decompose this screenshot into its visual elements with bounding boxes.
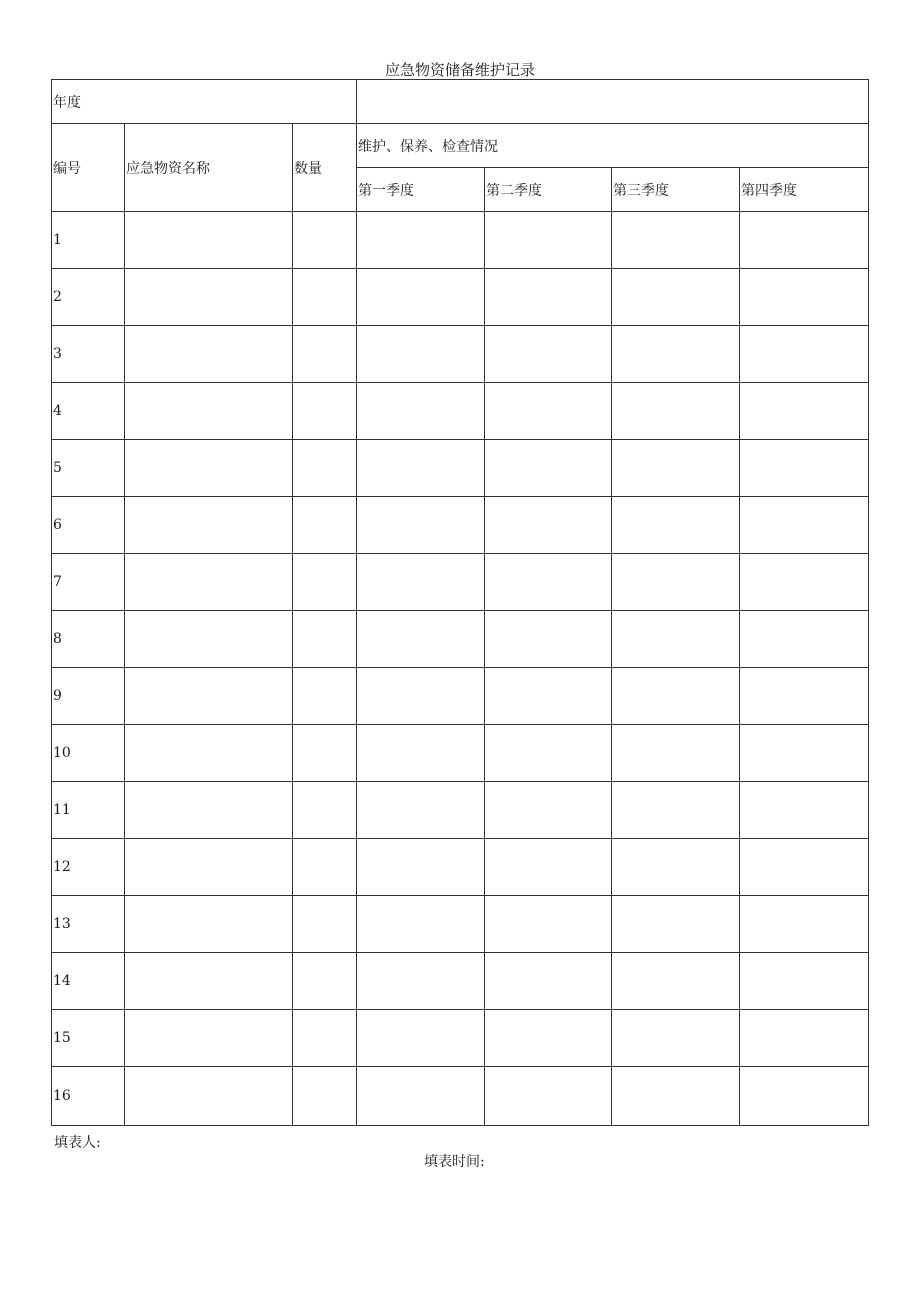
- row-number-cell: 1: [52, 212, 125, 269]
- row-number-cell: 5: [52, 440, 125, 497]
- year-label-cell: 年度: [52, 80, 357, 124]
- quarter-4-cell[interactable]: [740, 269, 869, 326]
- quarter-1-cell[interactable]: [357, 212, 485, 269]
- row-number-cell: 13: [52, 896, 125, 953]
- material-name-cell[interactable]: [125, 1067, 293, 1126]
- quarter-1-cell[interactable]: [357, 782, 485, 839]
- quarter-3-cell[interactable]: [612, 611, 740, 668]
- table-row: [52, 896, 869, 953]
- quarter-3-cell[interactable]: [612, 440, 740, 497]
- quarter-3-cell[interactable]: [612, 782, 740, 839]
- quantity-cell[interactable]: [293, 269, 357, 326]
- material-name-cell[interactable]: [125, 1010, 293, 1067]
- header-quantity: 数量: [293, 124, 357, 212]
- quarter-3-cell[interactable]: [612, 497, 740, 554]
- material-name-cell[interactable]: [125, 725, 293, 782]
- quarter-4-cell[interactable]: [740, 554, 869, 611]
- material-name-cell[interactable]: [125, 611, 293, 668]
- quantity-cell[interactable]: [293, 668, 357, 725]
- quarter-2-cell[interactable]: [485, 383, 612, 440]
- material-name-cell[interactable]: [125, 212, 293, 269]
- quantity-cell[interactable]: [293, 554, 357, 611]
- quarter-3-cell[interactable]: [612, 839, 740, 896]
- table-row: [52, 611, 869, 668]
- quarter-3-cell[interactable]: [612, 1067, 740, 1126]
- quarter-1-cell[interactable]: [357, 497, 485, 554]
- header-quarter-4: 第四季度: [740, 168, 869, 212]
- table-row: [52, 1010, 869, 1067]
- fill-time-label: 填表时间:: [424, 1154, 485, 1170]
- table-row: [52, 440, 869, 497]
- row-number-cell: 10: [52, 725, 125, 782]
- quarter-4-cell[interactable]: [740, 953, 869, 1010]
- quantity-cell[interactable]: [293, 839, 357, 896]
- header-quarter-2: 第二季度: [485, 168, 612, 212]
- table-row: [52, 554, 869, 611]
- quarter-2-cell[interactable]: [485, 326, 612, 383]
- quarter-4-cell[interactable]: [740, 1067, 869, 1126]
- quantity-cell[interactable]: [293, 326, 357, 383]
- table-row: [52, 383, 869, 440]
- row-number-cell: 2: [52, 269, 125, 326]
- quantity-cell[interactable]: [293, 212, 357, 269]
- quarter-4-cell[interactable]: [740, 440, 869, 497]
- quarter-1-cell[interactable]: [357, 896, 485, 953]
- quantity-cell[interactable]: [293, 782, 357, 839]
- quarter-1-cell[interactable]: [357, 668, 485, 725]
- material-name-cell[interactable]: [125, 326, 293, 383]
- quarter-4-cell[interactable]: [740, 497, 869, 554]
- quarter-1-cell[interactable]: [357, 953, 485, 1010]
- quantity-cell[interactable]: [293, 497, 357, 554]
- quarter-2-cell[interactable]: [485, 497, 612, 554]
- table-row: [52, 497, 869, 554]
- quarter-4-cell[interactable]: [740, 896, 869, 953]
- quarter-1-cell[interactable]: [357, 269, 485, 326]
- quarter-3-cell[interactable]: [612, 212, 740, 269]
- quarter-2-cell[interactable]: [485, 554, 612, 611]
- quarter-1-cell[interactable]: [357, 383, 485, 440]
- row-number-cell: 8: [52, 611, 125, 668]
- quarter-2-cell[interactable]: [485, 212, 612, 269]
- header-id: 编号: [52, 124, 125, 212]
- quarter-1-cell[interactable]: [357, 1067, 485, 1126]
- quarter-3-cell[interactable]: [612, 896, 740, 953]
- quarter-2-cell[interactable]: [485, 440, 612, 497]
- row-number-cell: 9: [52, 668, 125, 725]
- table-row: [52, 269, 869, 326]
- quarter-3-cell[interactable]: [612, 1010, 740, 1067]
- quarter-2-cell[interactable]: [485, 839, 612, 896]
- row-number-cell: 12: [52, 839, 125, 896]
- row-number-cell: 4: [52, 383, 125, 440]
- quarter-2-cell[interactable]: [485, 668, 612, 725]
- quarter-4-cell[interactable]: [740, 611, 869, 668]
- quarter-4-cell[interactable]: [740, 839, 869, 896]
- quantity-cell[interactable]: [293, 383, 357, 440]
- material-name-cell[interactable]: [125, 896, 293, 953]
- table-row: [52, 668, 869, 725]
- quarter-2-cell[interactable]: [485, 953, 612, 1010]
- quarter-2-cell[interactable]: [485, 1067, 612, 1126]
- quantity-cell[interactable]: [293, 611, 357, 668]
- material-name-cell[interactable]: [125, 497, 293, 554]
- maintenance-record-table: [51, 79, 869, 1126]
- material-name-cell[interactable]: [125, 668, 293, 725]
- quarter-4-cell[interactable]: [740, 668, 869, 725]
- header-quarter-1: 第一季度: [357, 168, 485, 212]
- material-name-cell[interactable]: [125, 554, 293, 611]
- material-name-cell[interactable]: [125, 383, 293, 440]
- table-row: [52, 1067, 869, 1126]
- material-name-cell[interactable]: [125, 440, 293, 497]
- quarter-3-cell[interactable]: [612, 269, 740, 326]
- quarter-4-cell[interactable]: [740, 782, 869, 839]
- quarter-2-cell[interactable]: [485, 782, 612, 839]
- quarter-3-cell[interactable]: [612, 326, 740, 383]
- quarter-1-cell[interactable]: [357, 326, 485, 383]
- table-row: [52, 839, 869, 896]
- quarter-2-cell[interactable]: [485, 896, 612, 953]
- row-number-cell: 6: [52, 497, 125, 554]
- quarter-4-cell[interactable]: [740, 1010, 869, 1067]
- material-name-cell[interactable]: [125, 782, 293, 839]
- material-name-cell[interactable]: [125, 839, 293, 896]
- quarter-1-cell[interactable]: [357, 440, 485, 497]
- year-value-cell[interactable]: [357, 80, 869, 124]
- table-row: [52, 725, 869, 782]
- table-row: [52, 326, 869, 383]
- quarter-3-cell[interactable]: [612, 383, 740, 440]
- material-name-cell[interactable]: [125, 269, 293, 326]
- quantity-cell[interactable]: [293, 440, 357, 497]
- quarter-2-cell[interactable]: [485, 611, 612, 668]
- row-number-cell: 16: [52, 1067, 125, 1126]
- header-maintenance-group: 维护、保养、检查情况: [357, 124, 869, 168]
- row-number-cell: 11: [52, 782, 125, 839]
- document-title: 应急物资储备维护记录: [384, 61, 535, 79]
- quarter-2-cell[interactable]: [485, 1010, 612, 1067]
- header-material-name: 应急物资名称: [125, 124, 293, 212]
- quarter-3-cell[interactable]: [612, 554, 740, 611]
- row-number-cell: 7: [52, 554, 125, 611]
- quarter-2-cell[interactable]: [485, 725, 612, 782]
- row-number-cell: 3: [52, 326, 125, 383]
- quarter-1-cell[interactable]: [357, 611, 485, 668]
- quarter-4-cell[interactable]: [740, 326, 869, 383]
- quantity-cell[interactable]: [293, 1010, 357, 1067]
- quantity-cell[interactable]: [293, 725, 357, 782]
- quarter-3-cell[interactable]: [612, 725, 740, 782]
- quarter-1-cell[interactable]: [357, 1010, 485, 1067]
- header-quarter-3: 第三季度: [612, 168, 740, 212]
- quarter-3-cell[interactable]: [612, 953, 740, 1010]
- table-row: [52, 212, 869, 269]
- row-number-cell: 15: [52, 1010, 125, 1067]
- table-row: [52, 782, 869, 839]
- row-number-cell: 14: [52, 953, 125, 1010]
- quantity-cell[interactable]: [293, 896, 357, 953]
- quarter-2-cell[interactable]: [485, 269, 612, 326]
- quarter-1-cell[interactable]: [357, 554, 485, 611]
- table-row: [52, 953, 869, 1010]
- quarter-4-cell[interactable]: [740, 212, 869, 269]
- material-name-cell[interactable]: [125, 953, 293, 1010]
- filler-label: 填表人:: [54, 1135, 101, 1151]
- quarter-3-cell[interactable]: [612, 668, 740, 725]
- quarter-1-cell[interactable]: [357, 839, 485, 896]
- quarter-1-cell[interactable]: [357, 725, 485, 782]
- quarter-4-cell[interactable]: [740, 383, 869, 440]
- quarter-4-cell[interactable]: [740, 725, 869, 782]
- quantity-cell[interactable]: [293, 953, 357, 1010]
- quantity-cell[interactable]: [293, 1067, 357, 1126]
